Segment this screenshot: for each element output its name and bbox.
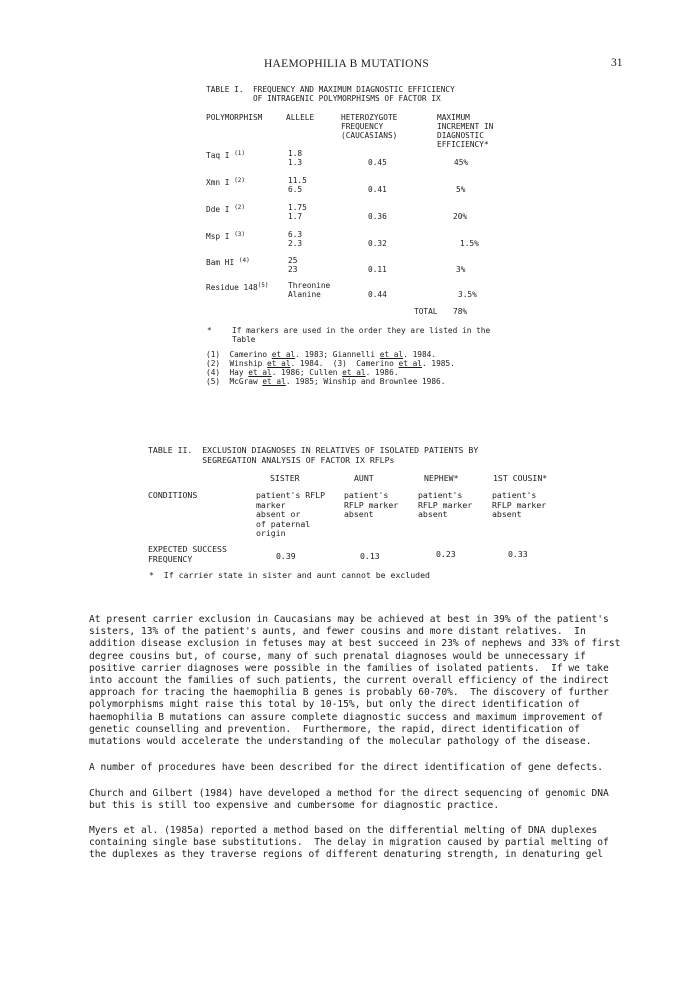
condition-line: patient's (492, 490, 537, 500)
text-line: genetic counselling and prevention. Furthermore, the rapid, direct identification of (89, 723, 580, 735)
table-1-row-alleles (288, 230, 302, 248)
table-1-row-increment: 45% (454, 158, 469, 167)
condition-line: RFLP marker (418, 499, 473, 510)
condition-line: RFLP marker (492, 499, 547, 510)
text-line: the duplexes as they traverse regions of different denaturing strength, in denaturing gel (89, 849, 604, 861)
text-line: A number of procedures have been described for the direct identification of gene defects. (89, 762, 604, 773)
allele: 1.7 (288, 212, 303, 221)
text-line: but this is still too expensive and cumbersome for diagnostic practice. (89, 800, 500, 812)
table-2-expected-value: 0.39 (276, 551, 296, 561)
header-line: DIAGNOSTIC (437, 131, 484, 140)
table-1-row-alleles (288, 149, 302, 167)
table-1-row-alleles (288, 256, 297, 274)
expected-label-line: EXPECTED SUCCESS (148, 544, 227, 554)
table-2-column-header: AUNT (354, 473, 374, 483)
reference-text: et al (379, 350, 404, 359)
footnote-line: If markers are used in the order they are listed in the (232, 326, 491, 335)
table-1-row-increment: 1.5% (460, 239, 479, 248)
polymorphism-name: Residue 148 (206, 283, 258, 292)
reference-text: Winship (229, 359, 268, 368)
table-1-row-polymorphism (206, 230, 245, 241)
reference-note (206, 368, 455, 377)
allele: 1.3 (288, 158, 303, 167)
reference-text: . 1984. (403, 350, 437, 359)
table-1-row-frequency: 0.44 (368, 290, 387, 299)
reference-text: et al (267, 359, 291, 368)
table-1-header-allele: ALLELE (286, 113, 315, 122)
table-2-expected-value: 0.23 (436, 549, 456, 559)
reference-text: et al (271, 350, 296, 359)
table-1-row-frequency: 0.11 (368, 265, 387, 274)
text-line: addition disease exclusion in fetuses may at best succeed in 23% of nephews and 33% of first (89, 638, 621, 650)
table-1-row-polymorphism (206, 256, 250, 267)
polymorphism-name: Msp I (206, 232, 230, 241)
table-2-column-header: 1ST COUSIN* (493, 473, 548, 483)
table-2-expected-label (148, 545, 227, 564)
reference-text: . 1986. (365, 368, 399, 377)
running-head: HAEMOPHILIA B MUTATIONS (263, 58, 430, 70)
condition-line: of paternal (256, 518, 311, 529)
allele: 1.8 (288, 149, 303, 158)
reference-mark: (5) (257, 282, 269, 289)
table-2-column-header: NEPHEW* (424, 473, 459, 483)
condition-line: patient's (418, 490, 463, 500)
table-1-caption (206, 85, 455, 103)
table-2-footnote: * If carrier state in sister and aunt cannot be excluded (149, 570, 430, 580)
condition-line: patient's RFLP (256, 490, 326, 500)
table-1-row-polymorphism (206, 281, 268, 292)
allele: 6.5 (288, 185, 303, 194)
table-2-conditions-label: CONDITIONS (148, 490, 198, 500)
header-line: (CAUCASIANS) (341, 131, 398, 140)
condition-line: absent (344, 509, 374, 519)
text-line: haemophilia B mutations can assure complete diagnostic success and maximum improvement of (89, 711, 604, 723)
footnote-line: Table (232, 335, 256, 344)
paragraph (89, 788, 609, 812)
text-line: Myers et al. (1985a) reported a method based on the differential melting of DNA duplexes (89, 825, 598, 836)
reference-text: . 1985; Winship and Brownlee 1986. (285, 377, 446, 386)
table-1-row-increment: 3.5% (458, 290, 477, 299)
condition-line: absent or (256, 509, 301, 519)
table-2-caption-line: SEGREGATION ANALYSIS OF FACTOR IX RFLPs (148, 454, 395, 465)
reference-text: . 1986; Cullen (271, 368, 343, 377)
table-1-row-increment: 20% (453, 212, 468, 221)
paragraph (89, 825, 609, 862)
polymorphism-name: Taq I (206, 151, 230, 160)
table-2-caption-line: TABLE II. EXCLUSION DIAGNOSES IN RELATIVES OF ISOLATED PATIENTS BY (148, 445, 479, 455)
text-line: approach for tracing the haemophilia B genes is probably 60-70%. The discovery of further (89, 687, 609, 699)
condition-line: RFLP marker (344, 499, 399, 510)
header-line: HETEROZYGOTE (341, 113, 398, 122)
table-2-condition-cell (492, 491, 546, 520)
allele: 6.3 (288, 230, 303, 239)
table-1-caption-line: OF INTRAGENIC POLYMORPHISMS OF FACTOR IX (206, 94, 441, 103)
header-line: MAXIMUM (437, 113, 470, 122)
allele: 1.75 (288, 203, 307, 212)
table-1-row-frequency: 0.36 (368, 212, 387, 221)
reference-text: . 1985. (421, 359, 455, 368)
reference-mark: (4) (238, 257, 250, 264)
condition-line: marker (256, 499, 286, 510)
reference-note (206, 359, 455, 368)
table-1-row-polymorphism (206, 149, 245, 160)
text-line: positive carrier diagnoses were possible in the families of isolated patients. If we take (89, 662, 609, 674)
paragraph (89, 762, 603, 774)
reference-text: Camerino (229, 350, 272, 359)
allele: 25 (288, 256, 298, 265)
condition-line: origin (256, 528, 286, 538)
header-line: EFFICIENCY* (437, 140, 489, 149)
header-line: INCREMENT IN (437, 122, 494, 131)
table-1-footnote (232, 326, 490, 344)
text-line: sisters, 13% of the patient's aunts, and fewer cousins and more distant relatives. In (89, 626, 586, 638)
table-1-total-value: 78% (453, 307, 468, 316)
text-line: into account the families of such patients, the current overall efficiency of the indirect (89, 675, 609, 687)
reference-text: et al (398, 359, 422, 368)
allele: Threonine (288, 281, 331, 290)
text-line: degree cousins but, of course, many of such prenatal diagnoses would be unnecessary if (89, 650, 586, 662)
reference-mark: (2) (206, 359, 221, 368)
table-1-caption-line: TABLE I. FREQUENCY AND MAXIMUM DIAGNOSTIC EFFICIENCY (206, 85, 455, 94)
reference-note (206, 377, 455, 386)
table-1-row-frequency: 0.41 (368, 185, 387, 194)
table-2-condition-cell (256, 491, 325, 539)
text-line: polymorphisms might raise this total by 10-15%, but only the direct identification of (89, 699, 580, 711)
text-line: containing single base substitutions. The delay in migration caused by partial melting of (89, 837, 609, 849)
text-line: mutations would accelerate the understanding of the molecular pathology of the disease. (89, 736, 592, 748)
table-1-header-increment (437, 113, 493, 149)
table-2-expected-value: 0.13 (360, 551, 380, 561)
header-line: FREQUENCY (341, 122, 384, 131)
table-1-references (206, 350, 455, 386)
reference-mark: (5) (206, 377, 221, 386)
table-1-row-alleles (288, 281, 330, 299)
reference-text: McGraw (229, 377, 263, 386)
table-1-row-polymorphism (206, 176, 245, 187)
text-line: Church and Gilbert (1984) have developed a method for the direct sequencing of genomic DNA (89, 788, 609, 799)
table-1-header-frequency (341, 113, 397, 140)
polymorphism-name: Xmn I (206, 178, 230, 187)
table-1-header-polymorphism: POLYMORPHISM (206, 113, 263, 122)
reference-mark: (4) (206, 368, 221, 377)
table-1-row-frequency: 0.32 (368, 239, 387, 248)
allele: Alanine (288, 290, 321, 299)
allele: 2.3 (288, 239, 303, 248)
condition-line: patient's (344, 490, 389, 500)
expected-label-line: FREQUENCY (148, 553, 193, 564)
polymorphism-name: Dde I (206, 205, 230, 214)
allele: 23 (288, 265, 298, 274)
reference-note (206, 350, 455, 359)
reference-mark: (2) (234, 204, 246, 211)
table-2-condition-cell (418, 491, 472, 520)
table-1-footnote-mark: * (207, 326, 212, 335)
table-2-condition-cell (344, 491, 398, 520)
condition-line: absent (418, 509, 448, 519)
reference-mark: (3) (234, 231, 246, 238)
reference-text: et al (262, 377, 286, 386)
paragraph (89, 614, 620, 748)
table-1-row-increment: 5% (456, 185, 466, 194)
page-number: 31 (611, 57, 623, 69)
reference-text: et al (248, 368, 272, 377)
condition-line: absent (492, 509, 522, 519)
reference-text: . 1984. (3) Camerino (290, 359, 399, 368)
allele: 11.5 (288, 176, 307, 185)
reference-mark: (2) (234, 177, 246, 184)
table-1-row-polymorphism (206, 203, 245, 214)
reference-text: . 1983; Giannelli (295, 350, 380, 359)
table-1-row-increment: 3% (456, 265, 466, 274)
reference-text: Hay (229, 368, 249, 377)
table-1-row-alleles (288, 176, 307, 194)
reference-mark: (1) (234, 150, 246, 157)
table-1-row-alleles (288, 203, 307, 221)
table-2-expected-value: 0.33 (508, 549, 528, 559)
table-1-row-frequency: 0.45 (368, 158, 387, 167)
reference-text: et al (342, 368, 366, 377)
text-line: At present carrier exclusion in Caucasians may be achieved at best in 39% of the patient's (89, 614, 609, 625)
reference-mark: (1) (206, 350, 221, 359)
table-1-total-label: TOTAL (414, 307, 438, 316)
table-2-column-header: SISTER (270, 473, 300, 483)
polymorphism-name: Bam HI (206, 258, 235, 267)
table-2-caption (148, 446, 478, 465)
